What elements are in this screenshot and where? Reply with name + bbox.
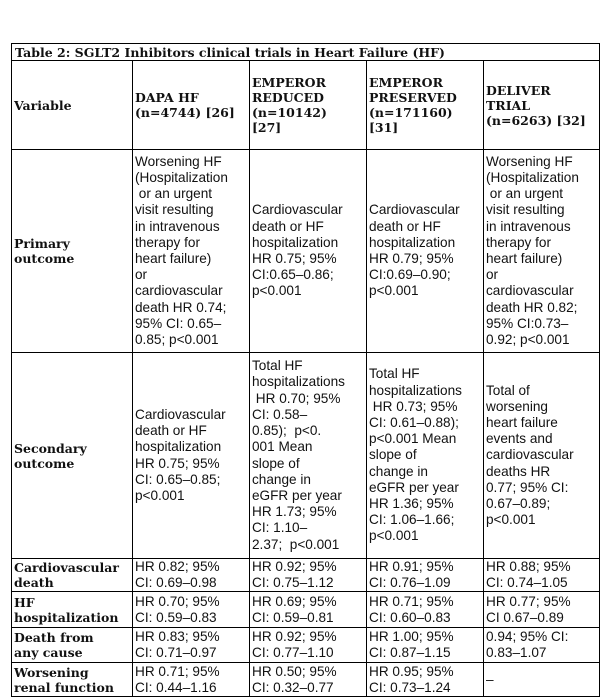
cell-line: visit resulting bbox=[486, 202, 565, 218]
cell-line: HR 0.92; 95% bbox=[252, 629, 337, 645]
cell-hfhosp-deliver bbox=[484, 592, 600, 628]
cell-line: death or HF bbox=[252, 218, 324, 234]
cell-line: HR 0.79; 95% bbox=[369, 251, 454, 266]
cell-line: DELIVER bbox=[486, 82, 551, 98]
cell-line: HR 0.95; 95% bbox=[369, 663, 454, 679]
cell-line: renal function bbox=[14, 679, 114, 695]
cell-secondary-emp-reduced bbox=[250, 353, 367, 559]
cell-line: Primary bbox=[14, 236, 70, 251]
cell-line: hospitalization bbox=[252, 234, 339, 250]
cell-line: CI: 0.76–1.09 bbox=[369, 575, 451, 591]
cell-line: CI: 0.59–0.83 bbox=[135, 609, 217, 625]
cell-line: HR 1.36; 95% bbox=[369, 496, 454, 511]
row-secondary-outcome bbox=[12, 353, 600, 559]
cell-hfhosp-dapa bbox=[133, 592, 250, 628]
cell-line: hospitalizations bbox=[369, 382, 462, 398]
cell-line: Worsening bbox=[14, 664, 89, 680]
header-emperor-reduced bbox=[250, 61, 367, 150]
cell-line: in intravenous bbox=[135, 218, 220, 234]
cell-line: heart failure bbox=[486, 414, 558, 430]
cell-secondary-deliver bbox=[484, 353, 600, 559]
cell-line: CI: 0.73–1.24 bbox=[369, 679, 451, 695]
cell-line: Secondary bbox=[14, 440, 87, 456]
cell-line: CI: 0.87–1.15 bbox=[369, 645, 451, 661]
cell-line: events and bbox=[486, 431, 553, 447]
cell-line: eGFR per year bbox=[252, 487, 342, 503]
cell-line: 0.92; p<0.001 bbox=[486, 332, 570, 348]
table-caption: Table 2: SGLT2 Inhibitors clinical trials in Heart Failure (HF) bbox=[12, 44, 600, 61]
cell-secondary-emp-preserved bbox=[367, 353, 484, 559]
cell-line: CI: 1.06–1.66; bbox=[369, 512, 455, 528]
row-label-worsening-renal-function bbox=[12, 663, 133, 697]
cell-line: Worsening HF bbox=[135, 153, 222, 169]
header-emperor-preserved bbox=[367, 61, 484, 150]
cell-line: death or HF bbox=[135, 423, 207, 439]
cell-line: cardiovascular bbox=[135, 283, 223, 299]
cell-line: deaths HR bbox=[486, 463, 551, 479]
cell-line: CI:0.65–0.86; bbox=[252, 267, 334, 283]
cell-renal-emp-reduced bbox=[250, 663, 367, 697]
cell-line: CI: 0.65–0.85; bbox=[135, 471, 221, 487]
cell-line: HR 0.82; 95% bbox=[135, 559, 220, 574]
cell-line: TRIAL bbox=[486, 97, 531, 113]
cell-line: heart failure) bbox=[486, 251, 563, 266]
row-label-cardiovascular-death bbox=[12, 559, 133, 592]
cell-line: therapy for bbox=[486, 234, 551, 250]
cell-line: (n=6263) [32] bbox=[486, 112, 586, 128]
cell-death-emp-preserved bbox=[367, 628, 484, 663]
cell-death-dapa bbox=[133, 628, 250, 663]
cell-line: any cause bbox=[14, 645, 83, 661]
cell-line: CI: 0.71–0.97 bbox=[135, 645, 217, 661]
row-label-primary-outcome bbox=[12, 150, 133, 353]
cell-line: [27] bbox=[252, 120, 282, 135]
row-cardiovascular-death bbox=[12, 559, 600, 592]
cell-line: 0.85); p<0. bbox=[252, 423, 322, 439]
cell-line: CI: 0.60–0.83 bbox=[369, 609, 451, 625]
cell-cvdeath-dapa bbox=[133, 559, 250, 592]
cell-line: or an urgent bbox=[135, 186, 213, 202]
cell-line: death HR 0.82; bbox=[486, 299, 578, 315]
cell-line: PRESERVED bbox=[369, 90, 457, 105]
cell-cvdeath-emp-reduced bbox=[250, 559, 367, 592]
cell-hfhosp-emp-reduced bbox=[250, 592, 367, 628]
cell-line: HR 0.77; 95% bbox=[486, 593, 571, 609]
cell-line: HF bbox=[14, 594, 35, 610]
cell-line: (Hospitalization bbox=[135, 169, 228, 185]
cell-line: death or HF bbox=[369, 218, 441, 234]
cell-line: hospitalization bbox=[369, 234, 456, 250]
cell-line: HR 0.91; 95% bbox=[369, 559, 454, 574]
cell-line: REDUCED bbox=[252, 90, 324, 105]
cell-line: [31] bbox=[369, 120, 399, 135]
cell-line: cardiovascular bbox=[486, 283, 574, 299]
cell-line: HR 0.70; 95% bbox=[135, 593, 220, 609]
cell-line: 001 Mean bbox=[252, 439, 313, 455]
header-deliver-trial bbox=[484, 61, 600, 150]
cell-line: death bbox=[14, 575, 54, 591]
row-label-death-any-cause bbox=[12, 628, 133, 663]
cell-line: (n=171160) bbox=[369, 105, 453, 120]
cell-primary-emp-preserved bbox=[367, 150, 484, 353]
cell-line: CI: 0.44–1.16 bbox=[135, 679, 217, 695]
cell-line: (Hospitalization bbox=[486, 169, 579, 185]
cell-line: eGFR per year bbox=[369, 479, 459, 495]
cell-line: 0.77; 95% CI: bbox=[486, 479, 569, 495]
cell-line: HR 0.73; 95% bbox=[369, 398, 458, 414]
cell-line: hospitalizations bbox=[252, 374, 345, 390]
cell-line: or bbox=[135, 267, 148, 283]
cell-line: p<0.001 bbox=[369, 528, 419, 544]
row-label-secondary-outcome bbox=[12, 353, 133, 559]
cell-line: EMPEROR bbox=[369, 75, 443, 90]
cell-line: worsening bbox=[486, 398, 548, 414]
cell-renal-emp-preserved bbox=[367, 663, 484, 697]
cell-line: HR 0.75; 95% bbox=[252, 251, 337, 266]
cell-line: HR 0.71; 95% bbox=[135, 663, 220, 679]
cell-line: HR 0.71; 95% bbox=[369, 593, 454, 609]
cell-renal-deliver bbox=[484, 663, 600, 697]
cell-line: Cardiovascular bbox=[369, 202, 460, 218]
cell-line: CI: 0.61–0.88); bbox=[369, 414, 459, 430]
row-worsening-renal-function bbox=[12, 663, 600, 697]
cell-line: p<0.001 bbox=[369, 283, 419, 299]
cell-line: 0.94; 95% CI: bbox=[486, 629, 569, 645]
cell-line: p<0.001 bbox=[486, 512, 536, 528]
cell-line: Worsening HF bbox=[486, 153, 573, 169]
header-row bbox=[12, 61, 600, 150]
cell-line: – bbox=[486, 671, 494, 687]
cell-line: Death from bbox=[14, 630, 94, 646]
cell-line: HR 1.00; 95% bbox=[369, 629, 454, 645]
cell-primary-dapa bbox=[133, 150, 250, 353]
cell-line: CI: 0.69–0.98 bbox=[135, 575, 217, 591]
cell-line: HR 0.88; 95% bbox=[486, 559, 571, 574]
cell-line: p<0.001 bbox=[252, 283, 302, 299]
cell-line: CI:0.69–0.90; bbox=[369, 267, 451, 283]
cell-line: change in bbox=[369, 463, 428, 479]
cell-line: slope of bbox=[252, 455, 300, 471]
cell-line: 95% CI: 0.65– bbox=[135, 315, 222, 331]
cell-secondary-dapa bbox=[133, 353, 250, 559]
cell-line: Total of bbox=[486, 382, 530, 398]
header-variable: Variable bbox=[12, 61, 133, 150]
cell-line: p<0.001 Mean bbox=[369, 431, 457, 447]
cell-line: CI: 0.74–1.05 bbox=[486, 575, 568, 591]
cell-line: CI: 0.59–0.81 bbox=[252, 609, 334, 625]
cell-line: therapy for bbox=[135, 234, 200, 250]
cell-line: outcome bbox=[14, 455, 75, 471]
cell-line: 0.83–1.07 bbox=[486, 645, 547, 661]
cell-line: 0.67–0.89; bbox=[486, 496, 551, 511]
cell-line: hospitalization bbox=[14, 609, 119, 625]
row-hf-hospitalization bbox=[12, 592, 600, 628]
cell-line: death HR 0.74; bbox=[135, 299, 227, 315]
cell-line: Cardiovascular bbox=[135, 406, 226, 422]
cell-line: CI: 1.10– bbox=[252, 520, 308, 536]
cell-line: EMPEROR bbox=[252, 75, 326, 90]
cell-renal-dapa bbox=[133, 663, 250, 697]
cell-line: HR 1.73; 95% bbox=[252, 504, 337, 520]
cell-line: Total HF bbox=[252, 358, 303, 374]
cell-line: Cardiovascular bbox=[14, 560, 119, 576]
cell-line: cardiovascular bbox=[486, 447, 574, 463]
cell-line: HR 0.75; 95% bbox=[135, 455, 220, 471]
cell-death-emp-reduced bbox=[250, 628, 367, 663]
cell-line: (n=4744) [26] bbox=[135, 105, 235, 120]
cell-line: HR 0.92; 95% bbox=[252, 559, 337, 574]
cell-line: CI: 0.58– bbox=[252, 406, 308, 422]
row-primary-outcome bbox=[12, 150, 600, 353]
cell-line: CI: 0.77–1.10 bbox=[252, 645, 334, 661]
cell-line: hospitalization bbox=[135, 439, 222, 455]
cell-line: CI: 0.32–0.77 bbox=[252, 679, 334, 695]
cell-line: Cardiovascular bbox=[252, 202, 343, 218]
cell-line: change in bbox=[252, 471, 311, 487]
cell-line: Total HF bbox=[369, 366, 420, 382]
cell-hfhosp-emp-preserved bbox=[367, 592, 484, 628]
cell-line: slope of bbox=[369, 447, 417, 463]
cell-cvdeath-emp-preserved bbox=[367, 559, 484, 592]
cell-line: or an urgent bbox=[486, 186, 564, 202]
cell-line: DAPA HF bbox=[135, 90, 199, 105]
cell-line: CI 0.67–0.89 bbox=[486, 609, 564, 625]
cell-line: HR 0.70; 95% bbox=[252, 390, 341, 406]
cell-line: 0.85; p<0.001 bbox=[135, 332, 219, 348]
cell-line: HR 0.83; 95% bbox=[135, 629, 220, 645]
cell-death-deliver bbox=[484, 628, 600, 663]
row-label-hf-hospitalization bbox=[12, 592, 133, 628]
cell-line: or bbox=[486, 267, 499, 283]
cell-line: visit resulting bbox=[135, 202, 214, 218]
cell-line: 2.37; p<0.001 bbox=[252, 536, 340, 552]
cell-line: HR 0.50; 95% bbox=[252, 663, 337, 679]
cell-primary-emp-reduced bbox=[250, 150, 367, 353]
cell-line: 95% CI:0.73– bbox=[486, 315, 569, 331]
cell-line: p<0.001 bbox=[135, 487, 185, 503]
cell-line: (n=10142) bbox=[252, 105, 327, 120]
cell-primary-deliver bbox=[484, 150, 600, 353]
row-death-any-cause bbox=[12, 628, 600, 663]
cell-line: HR 0.69; 95% bbox=[252, 593, 337, 609]
cell-cvdeath-deliver bbox=[484, 559, 600, 592]
cell-line: heart failure) bbox=[135, 251, 212, 266]
sglt2-trials-table bbox=[11, 43, 600, 697]
cell-line: outcome bbox=[14, 251, 75, 266]
header-dapa-hf bbox=[133, 61, 250, 150]
cell-line: CI: 0.75–1.12 bbox=[252, 575, 334, 591]
cell-line: in intravenous bbox=[486, 218, 571, 234]
